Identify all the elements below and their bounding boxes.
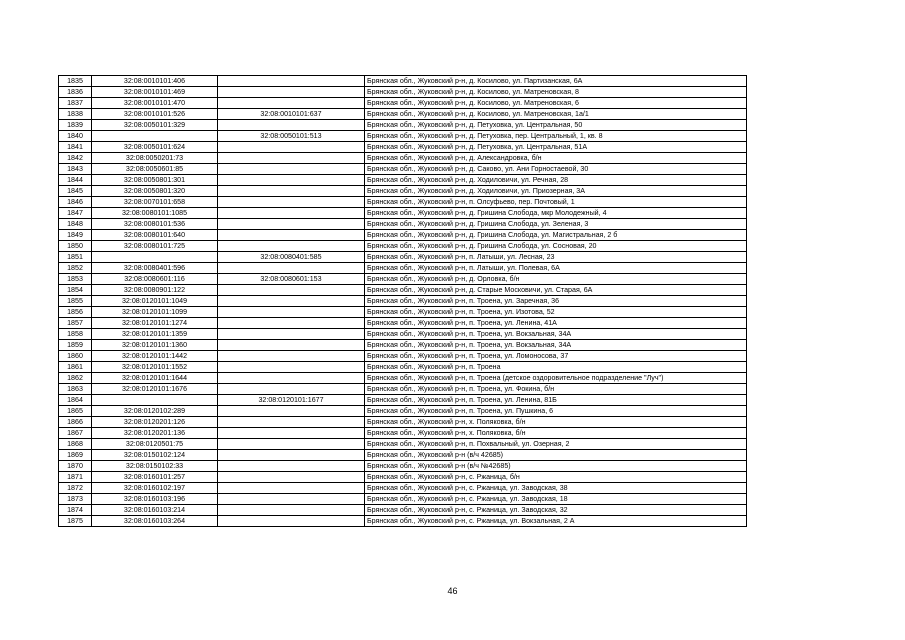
cadastral-number-cell: 32:08:0120101:1676 — [92, 384, 218, 395]
row-number-cell: 1857 — [59, 318, 92, 329]
address-cell: Брянская обл., Жуковский р-н, п. Похвальный, ул. Озерная, 2 — [365, 439, 747, 450]
address-cell: Брянская обл., Жуковский р-н, п. Троена, ул. Изотова, 52 — [365, 307, 747, 318]
linked-cadastral-number-cell — [218, 384, 365, 395]
address-cell: Брянская обл., Жуковский р-н, п. Троена, ул. Ломоносова, 37 — [365, 351, 747, 362]
cadastral-number-cell: 32:08:0080101:640 — [92, 230, 218, 241]
registry-table-body — [59, 76, 747, 527]
row-number-cell: 1856 — [59, 307, 92, 318]
linked-cadastral-number-cell — [218, 472, 365, 483]
cadastral-number-cell — [92, 131, 218, 142]
table-row — [59, 516, 747, 527]
row-number-cell: 1863 — [59, 384, 92, 395]
cadastral-number-cell: 32:08:0120101:1099 — [92, 307, 218, 318]
cadastral-number-cell: 32:08:0160101:257 — [92, 472, 218, 483]
cadastral-number-cell: 32:08:0050801:301 — [92, 175, 218, 186]
table-row — [59, 285, 747, 296]
table-row — [59, 98, 747, 109]
row-number-cell: 1846 — [59, 197, 92, 208]
cadastral-number-cell: 32:08:0080401:596 — [92, 263, 218, 274]
row-number-cell: 1836 — [59, 87, 92, 98]
address-cell: Брянская обл., Жуковский р-н, п. Троена, ул. Вокзальная, 34А — [365, 340, 747, 351]
row-number-cell: 1864 — [59, 395, 92, 406]
linked-cadastral-number-cell: 32:08:0050101:513 — [218, 131, 365, 142]
table-row — [59, 142, 747, 153]
address-cell: Брянская обл., Жуковский р-н, с. Ржаница, ул. Заводская, 32 — [365, 505, 747, 516]
row-number-cell: 1866 — [59, 417, 92, 428]
linked-cadastral-number-cell — [218, 285, 365, 296]
cadastral-number-cell: 32:08:0120101:1442 — [92, 351, 218, 362]
table-row — [59, 340, 747, 351]
linked-cadastral-number-cell — [218, 505, 365, 516]
address-cell: Брянская обл., Жуковский р-н, д. Ходиловичи, ул. Приозерная, 3А — [365, 186, 747, 197]
linked-cadastral-number-cell — [218, 483, 365, 494]
cadastral-number-cell: 32:08:0050201:73 — [92, 153, 218, 164]
table-row — [59, 241, 747, 252]
table-row — [59, 395, 747, 406]
cadastral-number-cell: 32:08:0160103:264 — [92, 516, 218, 527]
cadastral-number-cell: 32:08:0120201:136 — [92, 428, 218, 439]
cadastral-number-cell: 32:08:0160103:196 — [92, 494, 218, 505]
cadastral-number-cell — [92, 252, 218, 263]
cadastral-number-cell: 32:08:0120101:1360 — [92, 340, 218, 351]
linked-cadastral-number-cell — [218, 318, 365, 329]
table-row — [59, 318, 747, 329]
table-row — [59, 274, 747, 285]
table-row — [59, 450, 747, 461]
row-number-cell: 1849 — [59, 230, 92, 241]
cadastral-number-cell: 32:08:0120101:1274 — [92, 318, 218, 329]
table-row — [59, 296, 747, 307]
row-number-cell: 1872 — [59, 483, 92, 494]
address-cell: Брянская обл., Жуковский р-н, д. Гришина Слобода, ул. Сосновая, 20 — [365, 241, 747, 252]
cadastral-number-cell: 32:08:0160103:214 — [92, 505, 218, 516]
table-row — [59, 428, 747, 439]
table-row — [59, 120, 747, 131]
linked-cadastral-number-cell — [218, 373, 365, 384]
row-number-cell: 1852 — [59, 263, 92, 274]
page-number: 46 — [447, 586, 458, 596]
row-number-cell: 1871 — [59, 472, 92, 483]
linked-cadastral-number-cell: 32:08:0080401:585 — [218, 252, 365, 263]
table-row — [59, 197, 747, 208]
row-number-cell: 1860 — [59, 351, 92, 362]
row-number-cell: 1859 — [59, 340, 92, 351]
linked-cadastral-number-cell — [218, 208, 365, 219]
address-cell: Брянская обл., Жуковский р-н, д. Петуховка, ул. Центральная, 50 — [365, 120, 747, 131]
address-cell: Брянская обл., Жуковский р-н, д. Саково, ул. Ани Горностаевой, 30 — [365, 164, 747, 175]
linked-cadastral-number-cell — [218, 197, 365, 208]
address-cell: Брянская обл., Жуковский р-н, д. Гришина Слобода, мкр Молодежный, 4 — [365, 208, 747, 219]
address-cell: Брянская обл., Жуковский р-н, д. Орловка, б/н — [365, 274, 747, 285]
cadastral-number-cell: 32:08:0010101:469 — [92, 87, 218, 98]
row-number-cell: 1848 — [59, 219, 92, 230]
table-row — [59, 164, 747, 175]
row-number-cell: 1875 — [59, 516, 92, 527]
table-row — [59, 483, 747, 494]
row-number-cell: 1861 — [59, 362, 92, 373]
linked-cadastral-number-cell — [218, 142, 365, 153]
table-row — [59, 252, 747, 263]
row-number-cell: 1837 — [59, 98, 92, 109]
linked-cadastral-number-cell: 32:08:0120101:1677 — [218, 395, 365, 406]
table-row — [59, 87, 747, 98]
row-number-cell: 1858 — [59, 329, 92, 340]
linked-cadastral-number-cell — [218, 428, 365, 439]
row-number-cell: 1845 — [59, 186, 92, 197]
address-cell: Брянская обл., Жуковский р-н, д. Ходиловичи, ул. Речная, 28 — [365, 175, 747, 186]
table-row — [59, 76, 747, 87]
address-cell: Брянская обл., Жуковский р-н, п. Троена — [365, 362, 747, 373]
address-cell: Брянская обл., Жуковский р-н (в/ч 42685) — [365, 450, 747, 461]
row-number-cell: 1868 — [59, 439, 92, 450]
table-row — [59, 263, 747, 274]
cadastral-number-cell: 32:08:0010101:526 — [92, 109, 218, 120]
row-number-cell: 1842 — [59, 153, 92, 164]
row-number-cell: 1867 — [59, 428, 92, 439]
table-row — [59, 208, 747, 219]
cadastral-number-cell: 32:08:0120501:75 — [92, 439, 218, 450]
linked-cadastral-number-cell — [218, 329, 365, 340]
linked-cadastral-number-cell — [218, 87, 365, 98]
linked-cadastral-number-cell — [218, 175, 365, 186]
linked-cadastral-number-cell — [218, 241, 365, 252]
registry-table — [58, 75, 747, 527]
linked-cadastral-number-cell — [218, 307, 365, 318]
linked-cadastral-number-cell — [218, 98, 365, 109]
row-number-cell: 1870 — [59, 461, 92, 472]
cadastral-number-cell: 32:08:0120201:126 — [92, 417, 218, 428]
table-row — [59, 373, 747, 384]
cadastral-number-cell: 32:08:0120101:1552 — [92, 362, 218, 373]
cadastral-number-cell — [92, 395, 218, 406]
address-cell: Брянская обл., Жуковский р-н, п. Троена, ул. Ленина, 81Б — [365, 395, 747, 406]
table-row — [59, 131, 747, 142]
linked-cadastral-number-cell — [218, 219, 365, 230]
table-row — [59, 439, 747, 450]
address-cell: Брянская обл., Жуковский р-н, д. Косилово, ул. Матреновская, 8 — [365, 87, 747, 98]
address-cell: Брянская обл., Жуковский р-н, с. Ржаница, ул. Вокзальная, 2 А — [365, 516, 747, 527]
table-row — [59, 494, 747, 505]
cadastral-number-cell: 32:08:0080101:536 — [92, 219, 218, 230]
cadastral-number-cell: 32:08:0120102:289 — [92, 406, 218, 417]
row-number-cell: 1847 — [59, 208, 92, 219]
row-number-cell: 1850 — [59, 241, 92, 252]
address-cell: Брянская обл., Жуковский р-н, п. Олсуфьево, пер. Почтовый, 1 — [365, 197, 747, 208]
address-cell: Брянская обл., Жуковский р-н, п. Троена, ул. Вокзальная, 34А — [365, 329, 747, 340]
address-cell: Брянская обл., Жуковский р-н, п. Латыши, ул. Лесная, 23 — [365, 252, 747, 263]
cadastral-number-cell: 32:08:0160102:197 — [92, 483, 218, 494]
address-cell: Брянская обл., Жуковский р-н, д. Косилово, ул. Партизанская, 6А — [365, 76, 747, 87]
table-row — [59, 406, 747, 417]
address-cell: Брянская обл., Жуковский р-н, д. Александровка, б/н — [365, 153, 747, 164]
linked-cadastral-number-cell — [218, 296, 365, 307]
cadastral-number-cell: 32:08:0150102:124 — [92, 450, 218, 461]
row-number-cell: 1873 — [59, 494, 92, 505]
address-cell: Брянская обл., Жуковский р-н, с. Ржаница, ул. Заводская, 38 — [365, 483, 747, 494]
row-number-cell: 1869 — [59, 450, 92, 461]
table-row — [59, 362, 747, 373]
row-number-cell: 1854 — [59, 285, 92, 296]
table-row — [59, 186, 747, 197]
linked-cadastral-number-cell — [218, 461, 365, 472]
cadastral-number-cell: 32:08:0080901:122 — [92, 285, 218, 296]
row-number-cell: 1843 — [59, 164, 92, 175]
address-cell: Брянская обл., Жуковский р-н, х. Поляковка, б/н — [365, 417, 747, 428]
row-number-cell: 1855 — [59, 296, 92, 307]
address-cell: Брянская обл., Жуковский р-н, х. Поляковка, б/н — [365, 428, 747, 439]
cadastral-number-cell: 32:08:0080601:116 — [92, 274, 218, 285]
row-number-cell: 1865 — [59, 406, 92, 417]
linked-cadastral-number-cell — [218, 362, 365, 373]
linked-cadastral-number-cell — [218, 120, 365, 131]
address-cell: Брянская обл., Жуковский р-н, д. Косилово, ул. Матреновская, 6 — [365, 98, 747, 109]
table-row — [59, 219, 747, 230]
row-number-cell: 1839 — [59, 120, 92, 131]
cadastral-number-cell: 32:08:0050101:329 — [92, 120, 218, 131]
linked-cadastral-number-cell — [218, 153, 365, 164]
address-cell: Брянская обл., Жуковский р-н, с. Ржаница, ул. Заводская, 18 — [365, 494, 747, 505]
address-cell: Брянская обл., Жуковский р-н, п. Латыши, ул. Полевая, 6А — [365, 263, 747, 274]
linked-cadastral-number-cell — [218, 406, 365, 417]
cadastral-number-cell: 32:08:0010101:470 — [92, 98, 218, 109]
cadastral-number-cell: 32:08:0010101:406 — [92, 76, 218, 87]
linked-cadastral-number-cell — [218, 340, 365, 351]
cadastral-number-cell: 32:08:0050601:85 — [92, 164, 218, 175]
linked-cadastral-number-cell — [218, 164, 365, 175]
address-cell: Брянская обл., Жуковский р-н, д. Гришина Слобода, ул. Магистральная, 2 б — [365, 230, 747, 241]
row-number-cell: 1841 — [59, 142, 92, 153]
table-row — [59, 384, 747, 395]
linked-cadastral-number-cell: 32:08:0080601:153 — [218, 274, 365, 285]
linked-cadastral-number-cell — [218, 76, 365, 87]
cadastral-number-cell: 32:08:0120101:1049 — [92, 296, 218, 307]
address-cell: Брянская обл., Жуковский р-н, д. Косилово, ул. Матреновская, 1а/1 — [365, 109, 747, 120]
table-row — [59, 307, 747, 318]
linked-cadastral-number-cell — [218, 230, 365, 241]
table-row — [59, 472, 747, 483]
address-cell: Брянская обл., Жуковский р-н, п. Троена, ул. Пушкина, 6 — [365, 406, 747, 417]
linked-cadastral-number-cell — [218, 417, 365, 428]
address-cell: Брянская обл., Жуковский р-н, п. Троена (детское оздоровительное подразделение "Луч") — [365, 373, 747, 384]
cadastral-number-cell: 32:08:0150102:33 — [92, 461, 218, 472]
cadastral-number-cell: 32:08:0080101:725 — [92, 241, 218, 252]
row-number-cell: 1838 — [59, 109, 92, 120]
linked-cadastral-number-cell — [218, 351, 365, 362]
table-row — [59, 329, 747, 340]
table-row — [59, 153, 747, 164]
row-number-cell: 1853 — [59, 274, 92, 285]
row-number-cell: 1862 — [59, 373, 92, 384]
cadastral-number-cell: 32:08:0080101:1085 — [92, 208, 218, 219]
linked-cadastral-number-cell — [218, 494, 365, 505]
address-cell: Брянская обл., Жуковский р-н, д. Петуховка, пер. Центральный, 1, кв. 8 — [365, 131, 747, 142]
address-cell: Брянская обл., Жуковский р-н, п. Троена, ул. Фокина, б/н — [365, 384, 747, 395]
row-number-cell: 1840 — [59, 131, 92, 142]
linked-cadastral-number-cell — [218, 439, 365, 450]
address-cell: Брянская обл., Жуковский р-н, д. Гришина Слобода, ул. Зеленая, 3 — [365, 219, 747, 230]
row-number-cell: 1874 — [59, 505, 92, 516]
table-row — [59, 417, 747, 428]
table-row — [59, 461, 747, 472]
row-number-cell: 1844 — [59, 175, 92, 186]
address-cell: Брянская обл., Жуковский р-н, п. Троена, ул. Заречная, 36 — [365, 296, 747, 307]
table-row — [59, 230, 747, 241]
cadastral-number-cell: 32:08:0050101:624 — [92, 142, 218, 153]
table-row — [59, 109, 747, 120]
linked-cadastral-number-cell — [218, 450, 365, 461]
row-number-cell: 1851 — [59, 252, 92, 263]
cadastral-number-cell: 32:08:0050801:320 — [92, 186, 218, 197]
address-cell: Брянская обл., Жуковский р-н, д. Петуховка, ул. Центральная, 51А — [365, 142, 747, 153]
linked-cadastral-number-cell — [218, 516, 365, 527]
row-number-cell: 1835 — [59, 76, 92, 87]
table-row — [59, 505, 747, 516]
table-row — [59, 351, 747, 362]
cadastral-number-cell: 32:08:0120101:1359 — [92, 329, 218, 340]
table-row — [59, 175, 747, 186]
address-cell: Брянская обл., Жуковский р-н, с. Ржаница, б/н — [365, 472, 747, 483]
cadastral-number-cell: 32:08:0120101:1644 — [92, 373, 218, 384]
linked-cadastral-number-cell — [218, 186, 365, 197]
linked-cadastral-number-cell: 32:08:0010101:637 — [218, 109, 365, 120]
address-cell: Брянская обл., Жуковский р-н, д. Старые Московичи, ул. Старая, 6А — [365, 285, 747, 296]
linked-cadastral-number-cell — [218, 263, 365, 274]
cadastral-number-cell: 32:08:0070101:658 — [92, 197, 218, 208]
address-cell: Брянская обл., Жуковский р-н, п. Троена, ул. Ленина, 41А — [365, 318, 747, 329]
address-cell: Брянская обл., Жуковский р-н (в/ч №42685) — [365, 461, 747, 472]
